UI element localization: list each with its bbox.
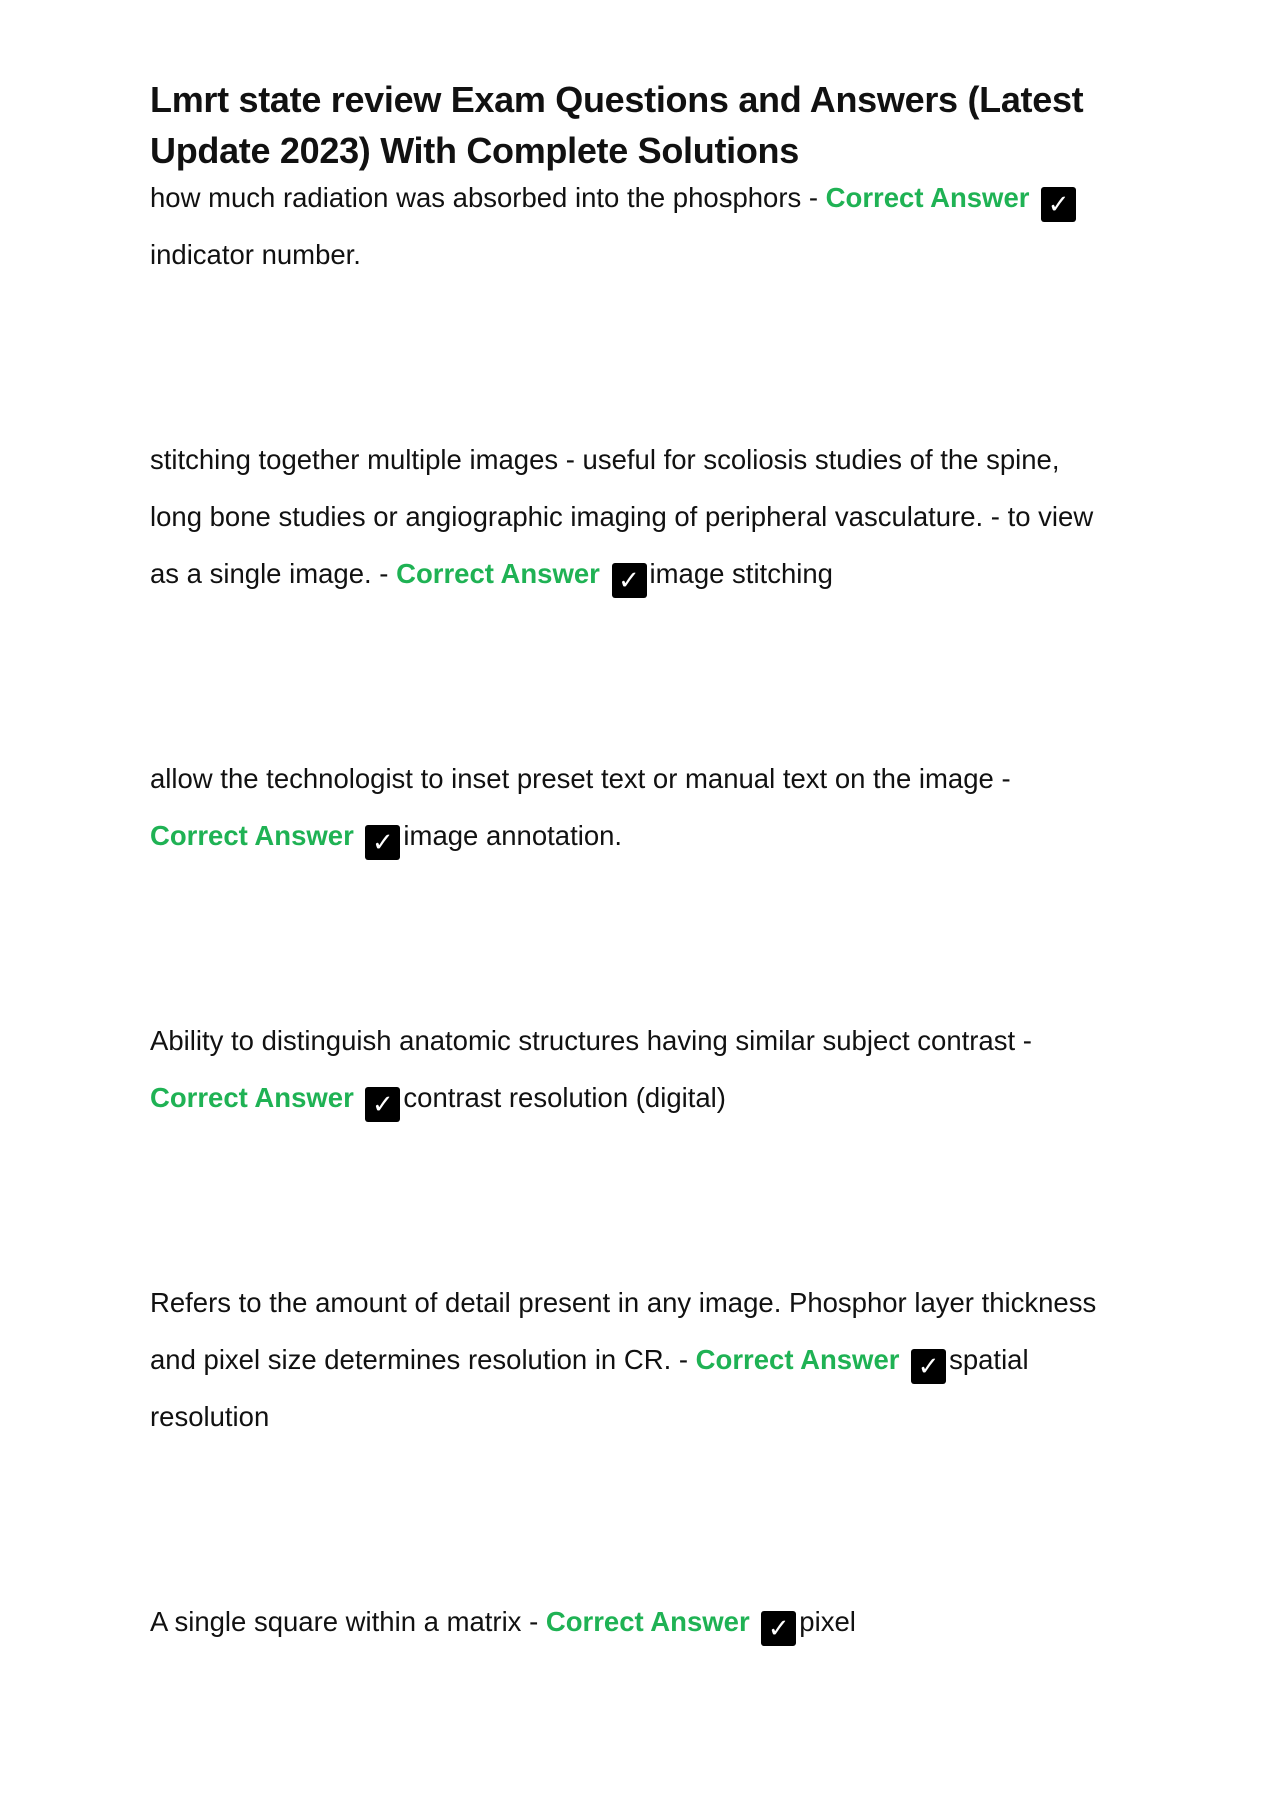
answer-text: image stitching (649, 558, 833, 589)
document-page (150, 74, 1110, 1798)
question-text: Refers to the amount of detail present in any image. Phosphor layer thickness and pixel size determines resolution in CR. - (150, 1287, 1097, 1375)
question-text: how much radiation was absorbed into the phosphors - (150, 182, 826, 213)
question-text: A single square within a matrix - (150, 1606, 546, 1637)
checkmark-icon: ✓ (365, 825, 400, 860)
qa-item (150, 431, 1110, 602)
checkmark-icon: ✓ (1041, 187, 1076, 222)
correct-answer-label: Correct Answer (695, 1344, 900, 1375)
question-text: stitching together multiple images - useful for scoliosis studies of the spine, long bone studies or angiographic imaging of peripheral vasculature. - to view as a single image. - (150, 444, 1094, 589)
answer-text: spatial resolution (150, 1344, 1029, 1432)
qa-item (150, 169, 1110, 283)
correct-answer-label: Correct Answer (825, 182, 1030, 213)
checkmark-icon: ✓ (911, 1349, 946, 1384)
answer-text: image annotation. (403, 820, 623, 851)
qa-item (150, 1012, 1110, 1126)
qa-item (150, 1274, 1110, 1445)
answer-text: contrast resolution (digital) (403, 1082, 726, 1113)
checkmark-icon: ✓ (365, 1087, 400, 1122)
qa-item (150, 1593, 1110, 1650)
answer-text: pixel (799, 1606, 856, 1637)
correct-answer-label: Correct Answer (150, 1082, 354, 1113)
correct-answer-label: Correct Answer (396, 558, 600, 589)
answer-text: indicator number. (150, 239, 361, 270)
checkmark-icon: ✓ (761, 1611, 796, 1646)
question-text: Ability to distinguish anatomic structures having similar subject contrast - (150, 1025, 1032, 1056)
question-text: allow the technologist to inset preset text or manual text on the image - (150, 763, 1011, 794)
document-title: Lmrt state review Exam Questions and Answers (Latest Update 2023) With Complete Solutions (150, 79, 1084, 171)
correct-answer-label: Correct Answer (150, 820, 354, 851)
correct-answer-label: Correct Answer (545, 1606, 750, 1637)
checkmark-icon: ✓ (612, 563, 647, 598)
qa-item (150, 750, 1110, 864)
